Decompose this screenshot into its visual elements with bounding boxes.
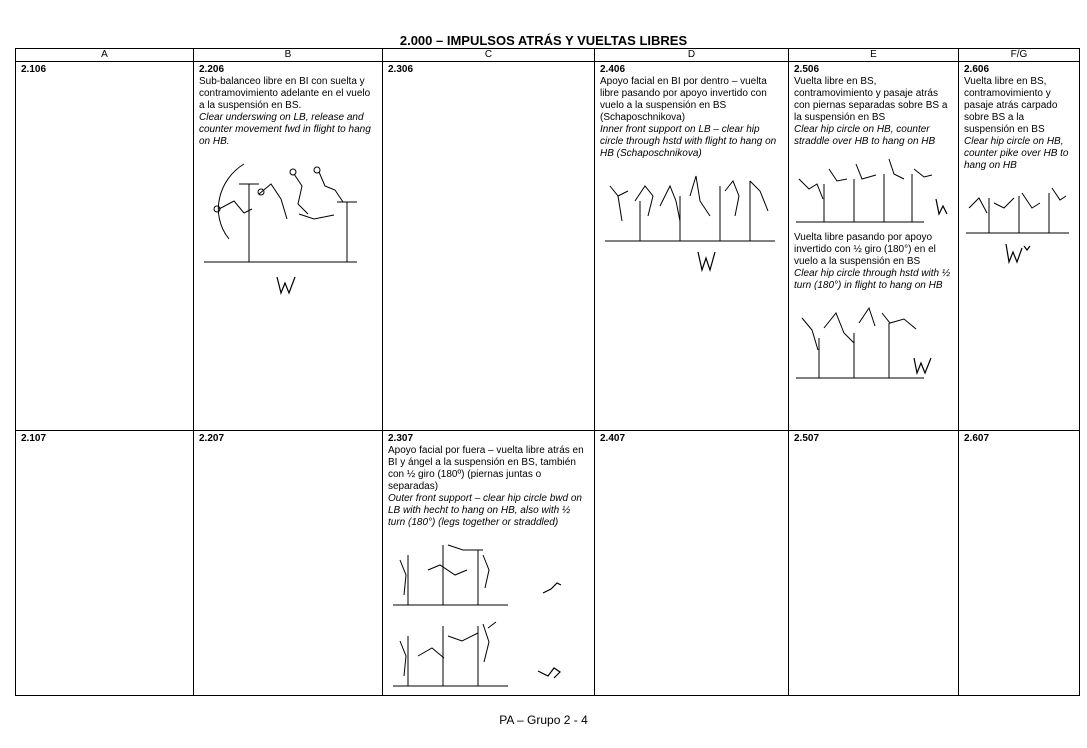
- gymnast-sequence-illustration: [600, 166, 780, 246]
- element-code: 2.407: [600, 433, 626, 444]
- description-english: Clear hip circle on HB, counter pike over HB to hang on HB: [964, 136, 1069, 171]
- table-row: [16, 62, 1080, 431]
- element-code: 2.606: [964, 64, 990, 75]
- element-symbol: [600, 246, 780, 276]
- element-code: 2.206: [199, 64, 225, 75]
- page-title: 2.000 – IMPULSOS ATRÁS Y VUELTAS LIBRES: [399, 33, 688, 48]
- cell-2-507: [789, 431, 959, 696]
- element-code: 2.106: [21, 64, 47, 75]
- element-code: 2.307: [388, 433, 414, 444]
- description-english: Clear hip circle on HB, counter straddle over HB to hang on HB: [794, 124, 936, 147]
- element-code: 2.506: [794, 64, 820, 75]
- cell-2-407: [595, 431, 789, 696]
- cell-2-107: [16, 431, 194, 696]
- description-spanish: Apoyo facial por fuera – vuelta libre atrás en BI y ángel a la suspensión en BS, también con ½ giro (180º) (piernas juntas o separadas): [388, 445, 584, 492]
- column-header-a: A: [16, 49, 194, 62]
- table-row: [16, 431, 1080, 696]
- description-english: Outer front support – clear hip circle bwd on LB with hecht to hang on HB, also with ½ turn (180°) (legs together or straddled): [388, 493, 582, 528]
- description-spanish: Apoyo facial en BI por dentro – vuelta libre pasando por apoyo invertido con vuelo a la suspensión en BS (Schaposchnikova): [600, 76, 767, 123]
- description-spanish-variant: Vuelta libre pasando por apoyo invertido con ½ giro (180°) en el vuelo a la suspensión en BS: [794, 232, 936, 267]
- element-symbol: [964, 238, 1074, 268]
- cell-2-306: [383, 62, 595, 431]
- gymnast-sequence-illustration-variant: [794, 298, 954, 384]
- gymnast-sequence-illustration: [794, 154, 954, 226]
- column-header-b: B: [194, 49, 383, 62]
- column-header-e: E: [789, 49, 959, 62]
- element-code: 2.207: [199, 433, 225, 444]
- description-english: Inner front support on LB – clear hip circle through hstd with flight to hang on HB (Schaposchnikova): [600, 124, 777, 159]
- gymnast-sequence-illustration-variant: [388, 616, 583, 691]
- description-spanish: Sub-balanceo libre en BI con suelta y contramovimiento adelante en el vuelo a la suspensión en BS.: [199, 76, 371, 111]
- gymnast-sequence-illustration: [388, 535, 583, 610]
- description-spanish: Vuelta libre en BS, contramovimiento y pasaje atrás con piernas separadas sobre BS a la suspensión en BS: [794, 76, 948, 123]
- cell-2-206: [194, 62, 383, 431]
- cell-2-506: [789, 62, 959, 431]
- cell-2-607: [959, 431, 1080, 696]
- description-english-variant: Clear hip circle through hstd with ½ turn (180°) in flight to hang on HB: [794, 268, 951, 291]
- element-symbol: [199, 269, 364, 299]
- cell-2-207: [194, 431, 383, 696]
- element-code: 2.406: [600, 64, 626, 75]
- element-code: 2.107: [21, 433, 47, 444]
- elements-table: [15, 48, 1080, 696]
- element-code: 2.607: [964, 433, 990, 444]
- gymnast-sequence-illustration: [199, 154, 364, 269]
- cell-2-307: [383, 431, 595, 696]
- gymnast-sequence-illustration: [964, 178, 1074, 238]
- column-header-fg: F/G: [959, 49, 1080, 62]
- element-code: 2.507: [794, 433, 820, 444]
- column-header-d: D: [595, 49, 789, 62]
- column-header-c: C: [383, 49, 595, 62]
- column-header-row: [16, 49, 1080, 62]
- cell-2-406: [595, 62, 789, 431]
- page-footer: PA – Grupo 2 - 4: [499, 713, 588, 727]
- element-code: 2.306: [388, 64, 414, 75]
- description-english: Clear underswing on LB, release and counter movement fwd in flight to hang on HB.: [199, 112, 371, 147]
- cell-2-606: [959, 62, 1080, 431]
- description-spanish: Vuelta libre en BS, contramovimiento y pasaje atrás carpado sobre BS a la suspensión en BS: [964, 76, 1058, 135]
- cell-2-106: [16, 62, 194, 431]
